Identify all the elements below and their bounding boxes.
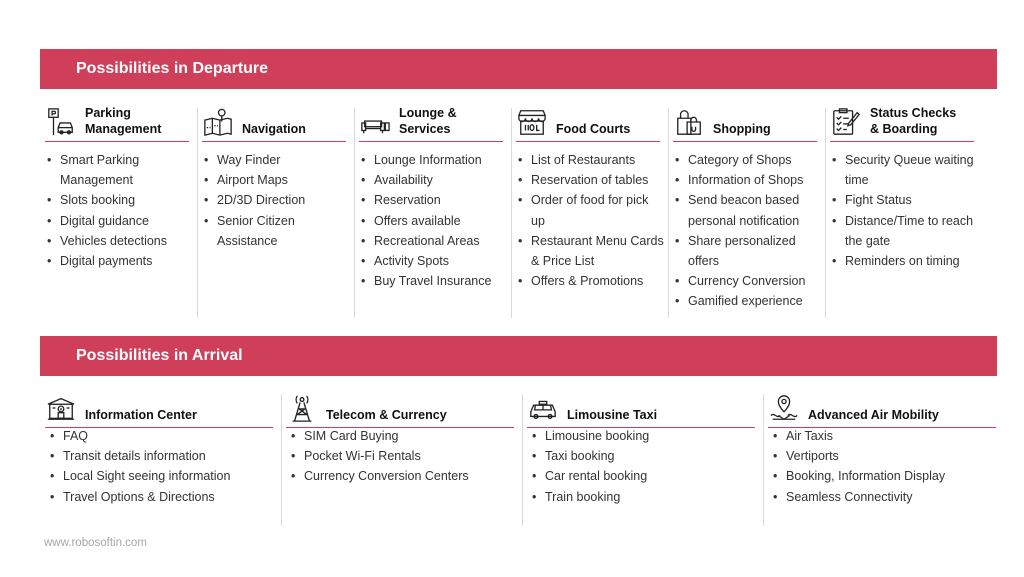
list-item: • Digital payments bbox=[45, 251, 193, 271]
list-item: • Gamified experience bbox=[673, 291, 821, 311]
feature-list bbox=[45, 150, 193, 271]
list-item: • Fight Status bbox=[830, 190, 978, 210]
feature-list bbox=[289, 426, 518, 487]
list-item: • Slots booking bbox=[45, 190, 193, 210]
list-item: • Air Taxis bbox=[771, 426, 1000, 446]
list-item: • Booking, Information Display bbox=[771, 466, 1000, 486]
list-item: • Train booking bbox=[530, 487, 759, 507]
list-item: • Information of Shops bbox=[673, 170, 821, 190]
taxi-icon bbox=[527, 391, 559, 423]
list-item: • Pocket Wi-Fi Rentals bbox=[289, 446, 518, 466]
list-item: • Availability bbox=[359, 170, 507, 190]
column-telecom-currency bbox=[281, 386, 522, 526]
feature-list bbox=[530, 426, 759, 507]
list-item: • Offers available bbox=[359, 211, 507, 231]
column-title: Telecom & Currency bbox=[326, 408, 447, 422]
column-title: Food Courts bbox=[556, 122, 631, 136]
feature-list bbox=[673, 150, 821, 312]
list-item: • Travel Options & Directions bbox=[48, 487, 277, 507]
arrival-banner bbox=[40, 336, 997, 376]
list-item: • Restaurant Menu Cards & Price List bbox=[516, 231, 664, 271]
list-item: • Airport Maps bbox=[202, 170, 350, 190]
list-item: • Security Queue waiting time bbox=[830, 150, 978, 190]
column-title: Limousine Taxi bbox=[567, 408, 658, 422]
list-item: • Category of Shops bbox=[673, 150, 821, 170]
list-item: • Way Finder bbox=[202, 150, 350, 170]
column-advanced-air-mobility bbox=[763, 386, 1004, 526]
air-mobility-pin-icon bbox=[768, 391, 800, 423]
arrival-columns bbox=[40, 386, 1004, 526]
list-item: • Vehicles detections bbox=[45, 231, 193, 251]
feature-list bbox=[830, 150, 978, 271]
column-title: Information Center bbox=[85, 408, 197, 422]
list-item: • Activity Spots bbox=[359, 251, 507, 271]
departure-banner bbox=[40, 49, 997, 89]
column-parking-management bbox=[40, 100, 197, 318]
column-information-center bbox=[40, 386, 281, 526]
list-item: • List of Restaurants bbox=[516, 150, 664, 170]
list-item: • Digital guidance bbox=[45, 211, 193, 231]
list-item: • Currency Conversion bbox=[673, 271, 821, 291]
list-item: • Currency Conversion Centers bbox=[289, 466, 518, 486]
list-item: • Lounge Information bbox=[359, 150, 507, 170]
list-item: • Local Sight seeing information bbox=[48, 466, 277, 486]
list-item: • Distance/Time to reach the gate bbox=[830, 211, 978, 251]
checklist-icon bbox=[830, 105, 862, 137]
list-item: • Order of food for pick up bbox=[516, 190, 664, 230]
column-shopping bbox=[668, 100, 825, 318]
column-title: Shopping bbox=[713, 122, 771, 136]
list-item: • Transit details information bbox=[48, 446, 277, 466]
column-limousine-taxi bbox=[522, 386, 763, 526]
info-building-icon bbox=[45, 391, 77, 423]
parking-icon bbox=[45, 105, 77, 137]
list-item: • Reservation bbox=[359, 190, 507, 210]
feature-list bbox=[202, 150, 350, 251]
list-item: • Senior Citizen Assistance bbox=[202, 211, 350, 251]
food-stall-icon bbox=[516, 105, 548, 137]
list-item: • Reservation of tables bbox=[516, 170, 664, 190]
feature-list bbox=[359, 150, 507, 291]
map-icon bbox=[202, 105, 234, 137]
column-title: Status Checks & Boarding bbox=[870, 106, 957, 136]
list-item: • Car rental booking bbox=[530, 466, 759, 486]
departure-columns bbox=[40, 100, 982, 318]
footer-website: www.robosoftin.com bbox=[44, 537, 147, 549]
arrival-title: Possibilities in Arrival bbox=[76, 347, 243, 364]
list-item: • Recreational Areas bbox=[359, 231, 507, 251]
feature-list bbox=[516, 150, 664, 291]
column-title: Parking Management bbox=[85, 106, 162, 136]
lounge-sofa-icon bbox=[359, 105, 391, 137]
telecom-tower-icon bbox=[286, 391, 318, 423]
list-item: • Send beacon based personal notification bbox=[673, 190, 821, 230]
column-food-courts bbox=[511, 100, 668, 318]
list-item: • Smart Parking Management bbox=[45, 150, 193, 190]
list-item: • 2D/3D Direction bbox=[202, 190, 350, 210]
departure-title: Possibilities in Departure bbox=[76, 60, 269, 77]
list-item: • Share personalized offers bbox=[673, 231, 821, 271]
list-item: • Limousine booking bbox=[530, 426, 759, 446]
column-title: Lounge & Services bbox=[399, 106, 457, 136]
list-item: • Taxi booking bbox=[530, 446, 759, 466]
list-item: • Offers & Promotions bbox=[516, 271, 664, 291]
shopping-bag-icon bbox=[673, 105, 705, 137]
list-item: • SIM Card Buying bbox=[289, 426, 518, 446]
feature-list bbox=[771, 426, 1000, 507]
list-item: • Buy Travel Insurance bbox=[359, 271, 507, 291]
column-lounge-services bbox=[354, 100, 511, 318]
list-item: • Seamless Connectivity bbox=[771, 487, 1000, 507]
column-title: Navigation bbox=[242, 122, 306, 136]
list-item: • Vertiports bbox=[771, 446, 1000, 466]
column-navigation bbox=[197, 100, 354, 318]
list-item: • FAQ bbox=[48, 426, 277, 446]
column-title: Advanced Air Mobility bbox=[808, 408, 939, 422]
feature-list bbox=[48, 426, 277, 507]
list-item: • Reminders on timing bbox=[830, 251, 978, 271]
column-status-boarding bbox=[825, 100, 982, 318]
